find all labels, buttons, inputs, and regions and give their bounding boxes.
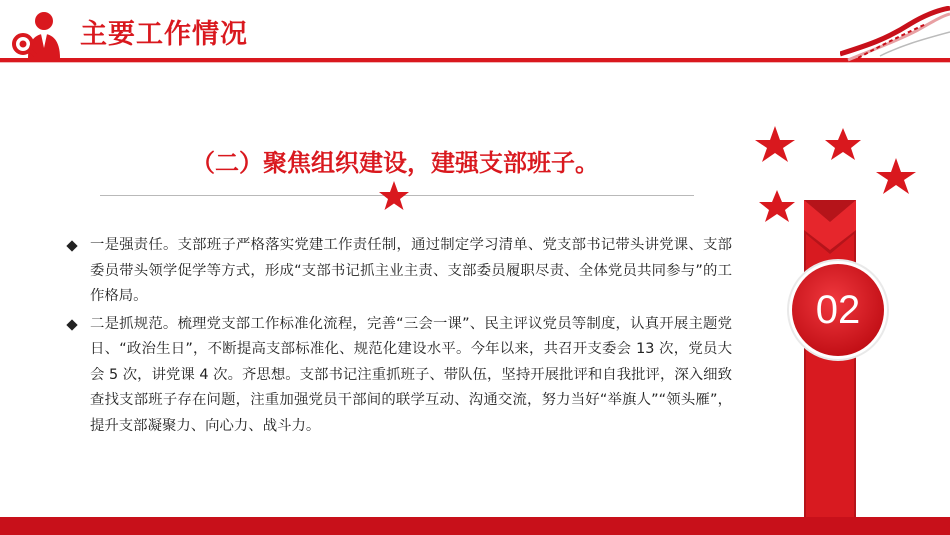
star-icon	[378, 180, 410, 212]
header-rule	[0, 58, 950, 64]
page-title: 主要工作情况	[80, 19, 248, 50]
header	[0, 0, 950, 70]
person-with-magnifier-logo-icon	[8, 8, 70, 58]
diamond-bullet-icon	[66, 240, 77, 251]
footer-bar	[0, 517, 950, 535]
diamond-bullet-icon	[66, 319, 77, 330]
section-number-badge: 02	[815, 287, 861, 332]
section-subtitle: （二）聚焦组织建设，建强支部班子。	[191, 149, 599, 177]
bullet-text: 一是强责任。支部班子严格落实党建工作责任制，通过制定学习清单、党支部书记带头讲党课、支部委员带头领学促学等方式，形成“支部书记抓主业主责、支部委员履职尽责、全体党员共同参与”的工作格局。	[90, 237, 732, 304]
bullet-list	[64, 233, 732, 441]
bullet-text: 二是抓规范。梳理党支部工作标准化流程，完善“三会一课”、民主评议党员等制度，认真开展主题党日、“政治生日”，不断提高支部标准化、规范化建设水平。今年以来，共召开支委会 13 次，党员大会 5 次，讲党课 4 次。齐思想。支部书记注重抓班子、带队伍，坚持开展批评和自我批评，深入细致查找支部班子存在问题，注重加强党员干部间的联学互动、沟通交流，努力当好“举旗人”“领头雁”，提升支部凝聚力、向心力、战斗力。	[90, 315, 732, 434]
ribbon-decoration	[840, 6, 950, 62]
list-item	[64, 233, 732, 310]
list-item	[64, 312, 732, 440]
